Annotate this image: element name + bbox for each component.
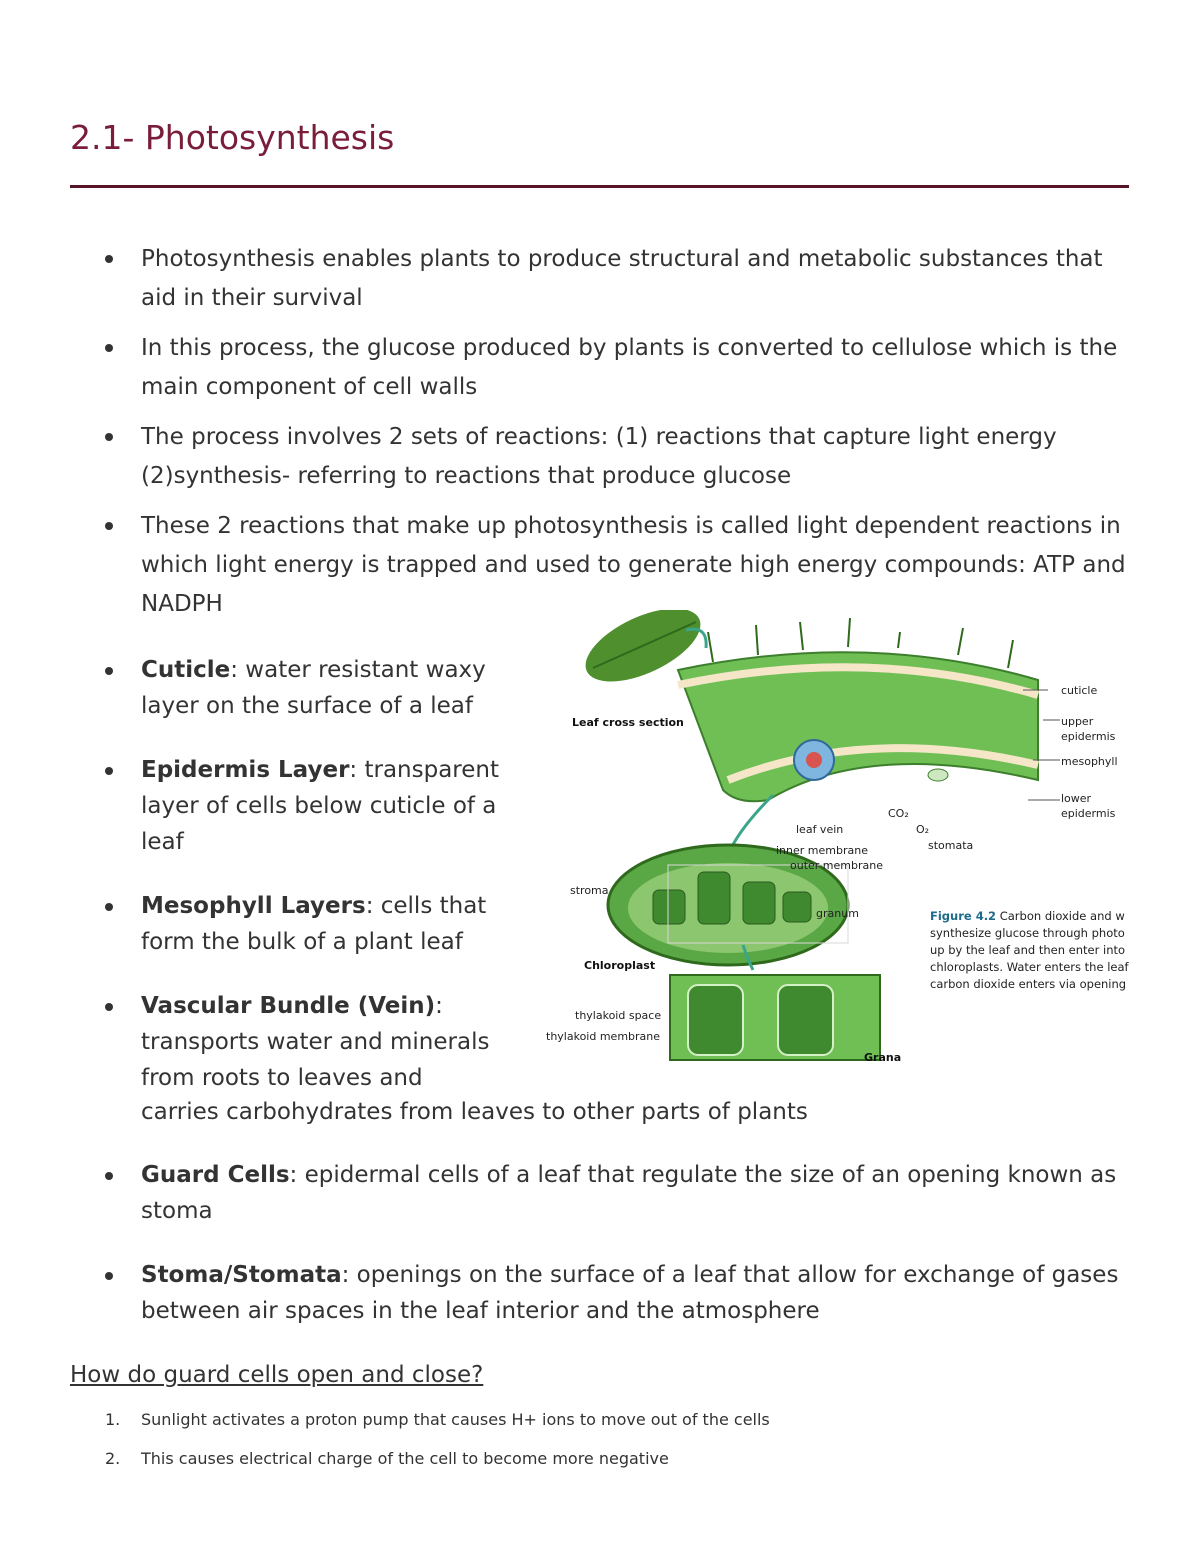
- caption-line: synthesize glucose through photo: [930, 926, 1125, 940]
- caption-line: Carbon dioxide and w: [999, 909, 1125, 923]
- vein-definition-continuation: carries carbohydrates from leaves to other parts of plants: [141, 1099, 808, 1125]
- term-definition: : transparent layer of cells below cuticle of a leaf: [141, 757, 500, 855]
- step-item: [0, 1444, 1100, 1474]
- bullet-item: In this process, the glucose produced by plants is converted to cellulose which is the main component of cell walls: [0, 329, 1130, 407]
- step-item: [0, 1405, 1100, 1435]
- term-definition: : epidermal cells of a leaf that regulate the size of an opening known as stoma: [141, 1162, 1117, 1224]
- term-item-guard-cells: [0, 1157, 1140, 1229]
- label-upper-epidermis: epidermis: [1061, 730, 1116, 743]
- label-cuticle: cuticle: [1061, 684, 1098, 697]
- label-leaf-cross-section: Leaf cross section: [572, 716, 684, 729]
- bullet-item: The process involves 2 sets of reactions: (1) reactions that capture light energy (2)synthesis- referring to reactions that produce glucose: [0, 418, 1130, 496]
- term-definition: : cells that form the bulk of a plant leaf: [141, 893, 487, 955]
- term-label: Epidermis Layer: [141, 757, 350, 783]
- label-grana: Grana: [864, 1051, 902, 1064]
- title-rule: [70, 185, 1129, 188]
- label-o2: O₂: [916, 823, 930, 836]
- term-item-mesophyll: [0, 888, 520, 960]
- intro-bullet-list: [0, 240, 1130, 635]
- label-granum: granum: [816, 907, 859, 920]
- term-definition: : water resistant waxy layer on the surface of a leaf: [141, 657, 486, 719]
- term-item-stomata: [0, 1257, 1140, 1329]
- term-label: Vascular Bundle (Vein): [141, 993, 436, 1019]
- step-text: Sunlight activates a proton pump that causes H+ ions to move out of the cells: [141, 1410, 770, 1429]
- stoma-opening: [928, 769, 948, 781]
- term-definition: : openings on the surface of a leaf that allow for exchange of gases between air spaces in the leaf interior and the atmosphere: [141, 1262, 1119, 1324]
- label-thylakoid-membrane: thylakoid membrane: [546, 1030, 661, 1043]
- label-inner-membrane: inner membrane: [776, 844, 868, 857]
- term-label: Mesophyll Layers: [141, 893, 366, 919]
- label-lower: lower: [1061, 792, 1092, 805]
- label-leaf-vein: leaf vein: [796, 823, 844, 836]
- term-item-vascular-bundle: [0, 988, 520, 1096]
- bullet-item: Photosynthesis enables plants to produce structural and metabolic substances that aid in their survival: [0, 240, 1130, 318]
- label-outer-membrane: outer membrane: [790, 859, 883, 872]
- term-label: Stoma/Stomata: [141, 1262, 342, 1288]
- guard-stoma-term-list: [0, 1157, 1140, 1357]
- vein-core: [806, 752, 822, 768]
- term-label: Guard Cells: [141, 1162, 290, 1188]
- step-number: 2.: [105, 1449, 121, 1468]
- leaf-term-list: [0, 652, 520, 1124]
- label-co2: CO₂: [888, 807, 909, 820]
- leaf-cross-section-figure: [538, 610, 1138, 1070]
- label-stroma: stroma: [570, 884, 609, 897]
- label-thylakoid-space: thylakoid space: [575, 1009, 662, 1022]
- bullet-item: These 2 reactions that make up photosynthesis is called light dependent reactions in which light energy is trapped and used to generate high energy compounds: ATP and NADPH: [0, 507, 1130, 624]
- label-stomata: stomata: [928, 839, 974, 852]
- label-upper: upper: [1061, 715, 1094, 728]
- step-text: This causes electrical charge of the cell to become more negative: [141, 1449, 669, 1468]
- caption-line: up by the leaf and then enter into: [930, 943, 1126, 957]
- label-mesophyll: mesophyll: [1061, 755, 1118, 768]
- step-number: 1.: [105, 1410, 121, 1429]
- term-definition: : transports water and minerals from roots to leaves and: [141, 993, 490, 1091]
- caption-line: carbon dioxide enters via opening: [930, 977, 1127, 991]
- guard-cells-subheading: How do guard cells open and close?: [70, 1362, 484, 1388]
- label-lower-epidermis: epidermis: [1061, 807, 1116, 820]
- label-chloroplast: Chloroplast: [584, 959, 656, 972]
- term-item-cuticle: [0, 652, 520, 724]
- caption-line: chloroplasts. Water enters the leaf: [930, 960, 1129, 974]
- term-item-epidermis: [0, 752, 520, 860]
- leaf-diagram: [538, 610, 1138, 1070]
- figure-number: Figure 4.2: [930, 909, 997, 923]
- guard-cell-steps: [0, 1405, 1100, 1483]
- figure-caption: [930, 908, 1135, 1000]
- page-title: 2.1- Photosynthesis: [70, 118, 395, 157]
- term-label: Cuticle: [141, 657, 231, 683]
